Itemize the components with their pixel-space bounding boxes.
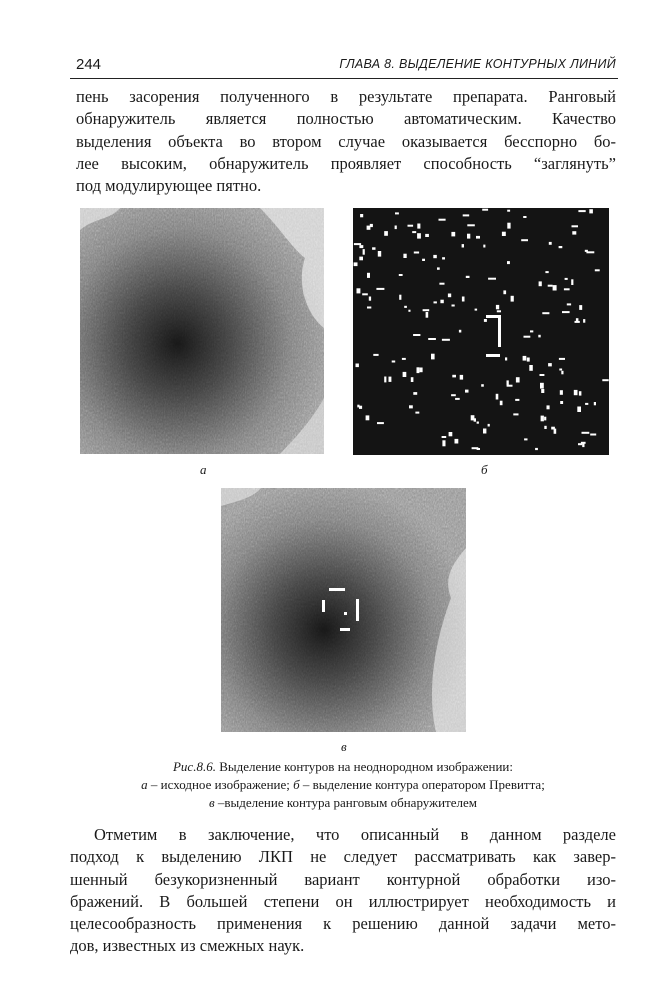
noise-speck <box>582 432 590 434</box>
noise-speck <box>565 278 568 280</box>
noise-speck <box>452 375 456 378</box>
figure-panel-c-rank-detector-result <box>221 488 466 732</box>
noise-speck <box>560 390 563 395</box>
noise-speck <box>553 285 557 290</box>
noise-speck <box>502 232 506 236</box>
text-line: дов, известных из смежных наук. <box>70 936 305 956</box>
noise-speck <box>572 225 579 227</box>
figure-panel-a-source-image <box>80 208 324 454</box>
noise-speck <box>462 244 464 247</box>
noise-speck <box>500 401 503 406</box>
noise-speck <box>362 293 368 295</box>
noise-speck <box>465 390 469 393</box>
noise-speck <box>399 274 403 276</box>
noise-speck <box>503 290 506 294</box>
noise-speck <box>357 405 359 408</box>
noise-speck <box>413 334 420 336</box>
noise-speck <box>541 389 544 393</box>
noise-speck <box>442 257 445 259</box>
noise-speck <box>507 380 509 385</box>
noise-speck <box>507 223 510 229</box>
noise-speck <box>554 429 557 434</box>
running-header <box>76 56 618 78</box>
noise-speck <box>467 224 475 226</box>
running-title: ГЛАВА 8. ВЫДЕЛЕНИЕ КОНТУРНЫХ ЛИНИЙ <box>339 57 616 71</box>
figure-panel-b-prewitt-result <box>353 208 609 455</box>
noise-speck <box>595 269 600 271</box>
noise-speck <box>448 294 451 298</box>
noise-speck <box>511 296 514 302</box>
noise-speck <box>413 392 417 395</box>
noise-speck <box>422 259 425 261</box>
noise-speck <box>384 231 388 236</box>
noise-speck <box>367 273 370 278</box>
noise-speck <box>363 249 365 255</box>
noise-speck <box>477 448 480 450</box>
noise-speck <box>542 312 549 314</box>
text-line: бражений. В большей степени он иллюстрирует необходимость и <box>70 891 616 911</box>
noise-speck <box>426 312 429 318</box>
noise-speck <box>572 231 576 234</box>
noise-speck <box>373 354 378 356</box>
noise-speck <box>516 377 520 382</box>
noise-speck <box>428 338 436 340</box>
noise-speck <box>538 335 540 338</box>
noise-speck <box>412 231 416 233</box>
noise-speck <box>442 436 447 438</box>
noise-speck <box>434 301 437 303</box>
noise-speck <box>476 236 480 239</box>
noise-speck <box>548 363 552 366</box>
noise-speck <box>583 319 585 323</box>
noise-speck <box>560 401 563 404</box>
noise-speck <box>481 384 484 387</box>
noise-speck <box>540 374 545 376</box>
noise-speck <box>590 434 596 436</box>
noise-speck <box>523 356 527 361</box>
noise-speck <box>523 216 526 218</box>
noise-speck <box>452 305 455 307</box>
noise-speck <box>524 438 527 440</box>
noise-speck <box>497 310 501 312</box>
noise-speck <box>414 252 419 254</box>
noise-speck <box>515 399 519 401</box>
noise-speck <box>483 429 486 434</box>
noise-speck <box>527 358 530 362</box>
panel-label-c: в <box>341 739 347 754</box>
noise-speck <box>451 394 456 396</box>
noise-speck <box>404 306 407 308</box>
noise-speck <box>505 357 507 360</box>
caption-number: Рис.8.6. <box>172 759 216 774</box>
rank-detector-image <box>221 488 466 732</box>
caption-text-b: – выделение контура оператором Превитта; <box>299 777 545 792</box>
noise-speck <box>360 214 363 217</box>
noise-speck <box>372 247 375 250</box>
text-line: пень засорения полученного в результате препарата. Ранговый <box>76 87 616 106</box>
noise-speck <box>378 251 381 257</box>
text-line: подход к выделению ЛКП не следует рассматривать как завер- <box>70 847 616 867</box>
caption-line-1 <box>70 758 616 776</box>
text-line: под модулирующее пятно. <box>76 176 262 196</box>
noise-speck <box>408 310 410 312</box>
noise-speck <box>366 415 370 420</box>
caption-text-c: –выделение контура ранговым обнаружителем <box>214 795 477 810</box>
noise-speck <box>585 250 588 252</box>
caption-title: Выделение контуров на неоднородном изображении: <box>215 759 513 774</box>
prewitt-result-image <box>353 208 609 455</box>
noise-speck <box>389 377 392 382</box>
header-rule <box>70 78 618 79</box>
noise-speck <box>463 214 470 216</box>
noise-speck <box>581 442 586 444</box>
noise-speck <box>535 448 538 450</box>
figure-caption <box>70 758 616 812</box>
noise-speck <box>439 219 446 221</box>
panel-label-a: а <box>200 462 207 477</box>
text-line: Отметим в заключение, что описанный в данном разделе <box>94 825 616 844</box>
noise-speck <box>549 242 552 245</box>
noise-speck <box>459 330 461 333</box>
noise-speck <box>562 311 570 313</box>
noise-speck <box>449 432 453 436</box>
noise-speck <box>369 297 371 301</box>
text-line: обнаружитель является полностью автоматическим. Качество <box>76 109 616 129</box>
noise-speck <box>451 232 455 237</box>
noise-speck <box>399 295 401 300</box>
top-paragraph <box>76 86 616 197</box>
text-line: лее высоким, обнаружитель проявляет способность “заглянуть” <box>76 153 616 173</box>
noise-speck <box>403 254 406 258</box>
caption-letter-c: в <box>209 795 215 810</box>
noise-speck <box>507 210 510 212</box>
noise-speck <box>433 255 437 258</box>
noise-speck <box>437 267 440 269</box>
noise-speck <box>439 283 444 285</box>
noise-speck <box>539 281 542 286</box>
noise-speck <box>417 224 420 229</box>
noise-speck <box>392 361 396 363</box>
noise-speck <box>564 288 570 290</box>
noise-speck <box>395 226 397 230</box>
noise-speck <box>455 439 459 444</box>
noise-speck <box>507 261 510 264</box>
noise-speck <box>455 398 460 400</box>
noise-speck <box>442 440 445 446</box>
noise-speck <box>462 297 465 302</box>
noise-speck <box>460 375 463 380</box>
noise-speck <box>357 288 361 293</box>
noise-speck <box>559 246 563 248</box>
text-line: шенный безукоризненный вариант контурной обработки изо- <box>70 869 616 889</box>
noise-speck <box>577 407 581 413</box>
caption-line-2 <box>70 776 616 794</box>
caption-line-3 <box>70 794 616 812</box>
noise-speck <box>521 239 528 241</box>
noise-speck <box>574 390 578 395</box>
caption-letter-b: б <box>293 777 300 792</box>
noise-speck <box>547 405 550 409</box>
text-line: целесообразность применения к решению данной задачи мето- <box>70 914 616 934</box>
noise-speck <box>425 234 429 237</box>
noise-speck <box>578 210 585 212</box>
noise-speck <box>415 412 419 414</box>
noise-speck <box>403 372 407 377</box>
noise-speck <box>367 307 371 309</box>
noise-speck <box>356 364 359 368</box>
caption-letter-a: а <box>141 777 148 792</box>
noise-speck <box>417 233 421 238</box>
noise-speck <box>548 285 553 287</box>
bottom-paragraph <box>70 824 616 958</box>
noise-speck <box>540 383 544 389</box>
noise-speck <box>524 336 531 338</box>
noise-speck <box>488 278 496 280</box>
noise-speck <box>359 245 363 248</box>
noise-speck <box>496 394 499 400</box>
noise-speck <box>409 405 413 408</box>
noise-speck <box>594 402 596 405</box>
caption-text-a: – исходное изображение; <box>147 777 294 792</box>
noise-speck <box>561 371 563 375</box>
noise-speck <box>483 245 485 248</box>
noise-speck <box>496 305 499 309</box>
noise-speck <box>579 305 582 310</box>
noise-speck <box>545 271 548 273</box>
noise-speck <box>395 212 399 214</box>
noise-speck <box>541 416 544 422</box>
noise-speck <box>402 358 406 360</box>
noise-speck <box>602 379 608 381</box>
noise-speck <box>420 368 423 373</box>
noise-speck <box>488 424 490 427</box>
noise-speck <box>579 391 582 395</box>
noise-speck <box>474 418 476 421</box>
noise-speck <box>359 257 363 261</box>
noise-speck <box>585 403 588 405</box>
noise-speck <box>544 417 546 421</box>
page-number: 244 <box>76 56 102 73</box>
noise-speck <box>559 358 565 360</box>
noise-speck <box>417 367 420 373</box>
noise-speck <box>442 339 450 341</box>
noise-speck <box>411 377 414 382</box>
noise-speck <box>475 309 478 311</box>
noise-speck <box>431 354 435 360</box>
noise-speck <box>477 422 479 424</box>
noise-speck <box>466 276 470 278</box>
panel-label-b: б <box>481 462 488 477</box>
noise-speck <box>423 309 430 311</box>
noise-speck <box>377 422 384 424</box>
noise-speck <box>530 330 533 332</box>
noise-speck <box>467 234 470 239</box>
noise-speck <box>513 413 518 415</box>
source-image <box>80 208 324 454</box>
noise-speck <box>370 224 373 227</box>
noise-speck <box>408 225 414 227</box>
noise-speck <box>484 319 487 322</box>
noise-speck <box>354 262 358 266</box>
noise-speck <box>384 377 386 383</box>
text-line: выделения объекта во втором случае оказывается бесспорно бо- <box>76 131 616 151</box>
noise-speck <box>544 426 546 429</box>
noise-speck <box>571 279 573 285</box>
noise-speck <box>482 209 488 211</box>
noise-speck <box>559 369 562 371</box>
noise-speck <box>567 303 571 305</box>
noise-speck <box>576 318 579 322</box>
noise-speck <box>440 300 443 304</box>
noise-speck <box>529 365 533 371</box>
noise-speck <box>376 288 384 290</box>
noise-speck <box>589 209 593 213</box>
noise-speck <box>354 243 361 245</box>
